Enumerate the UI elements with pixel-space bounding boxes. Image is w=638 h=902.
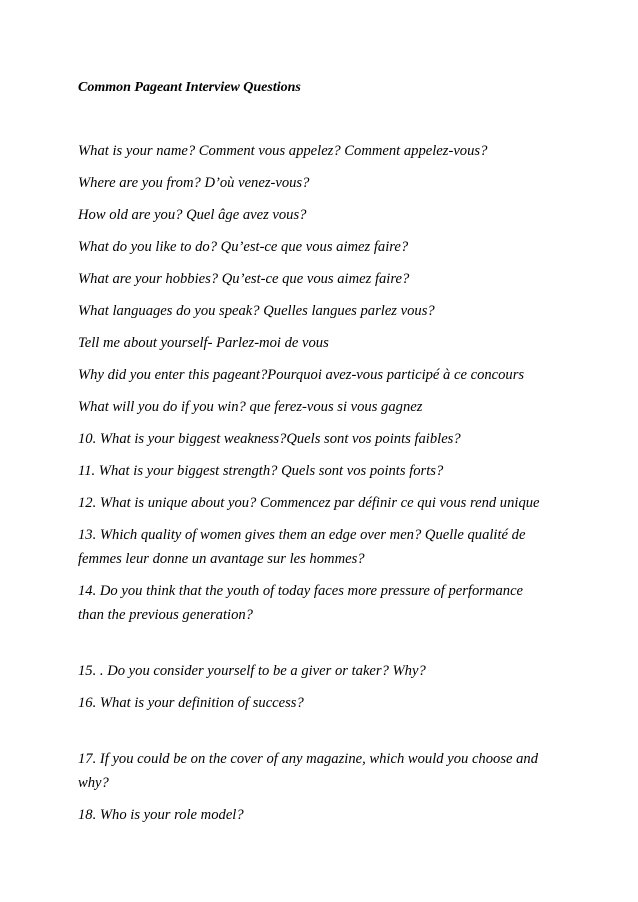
question-line: why? (78, 775, 109, 791)
question-line: What is your name? Comment vous appelez? Comment appelez-vous? (78, 143, 488, 159)
question-line: than the previous generation? (78, 607, 253, 623)
question-line: Where are you from? D’où venez-vous? (78, 175, 310, 191)
question-line: What languages do you speak? Quelles langues parlez vous? (78, 303, 435, 319)
question-line: femmes leur donne un avantage sur les hommes? (78, 551, 365, 567)
question-line: 13. Which quality of women gives them an edge over men? Quelle qualité de (78, 527, 526, 543)
question-line: What will you do if you win? que ferez-vous si vous gagnez (78, 399, 423, 415)
question-line: 10. What is your biggest weakness?Quels sont vos points faibles? (78, 431, 461, 447)
question-line: 18. Who is your role model? (78, 807, 244, 823)
question-line: Tell me about yourself- Parlez-moi de vous (78, 335, 329, 351)
question-line: 14. Do you think that the youth of today faces more pressure of performance (78, 583, 524, 599)
question-line: 15. . Do you consider yourself to be a giver or taker? Why? (78, 663, 426, 679)
question-line: How old are you? Quel âge avez vous? (78, 207, 307, 223)
question-line: 17. If you could be on the cover of any magazine, which would you choose and (78, 751, 539, 767)
question-line: What do you like to do? Qu’est-ce que vous aimez faire? (78, 239, 409, 255)
document-title: Common Pageant Interview Questions (78, 80, 301, 95)
question-line: What are your hobbies? Qu’est-ce que vous aimez faire? (78, 271, 410, 287)
question-line: Why did you enter this pageant?Pourquoi avez-vous participé à ce concours (78, 367, 525, 383)
question-line: 16. What is your definition of success? (78, 695, 304, 711)
question-line: 12. What is unique about you? Commencez par définir ce qui vous rend unique (78, 495, 540, 511)
question-line: 11. What is your biggest strength? Quels sont vos points forts? (78, 463, 444, 479)
